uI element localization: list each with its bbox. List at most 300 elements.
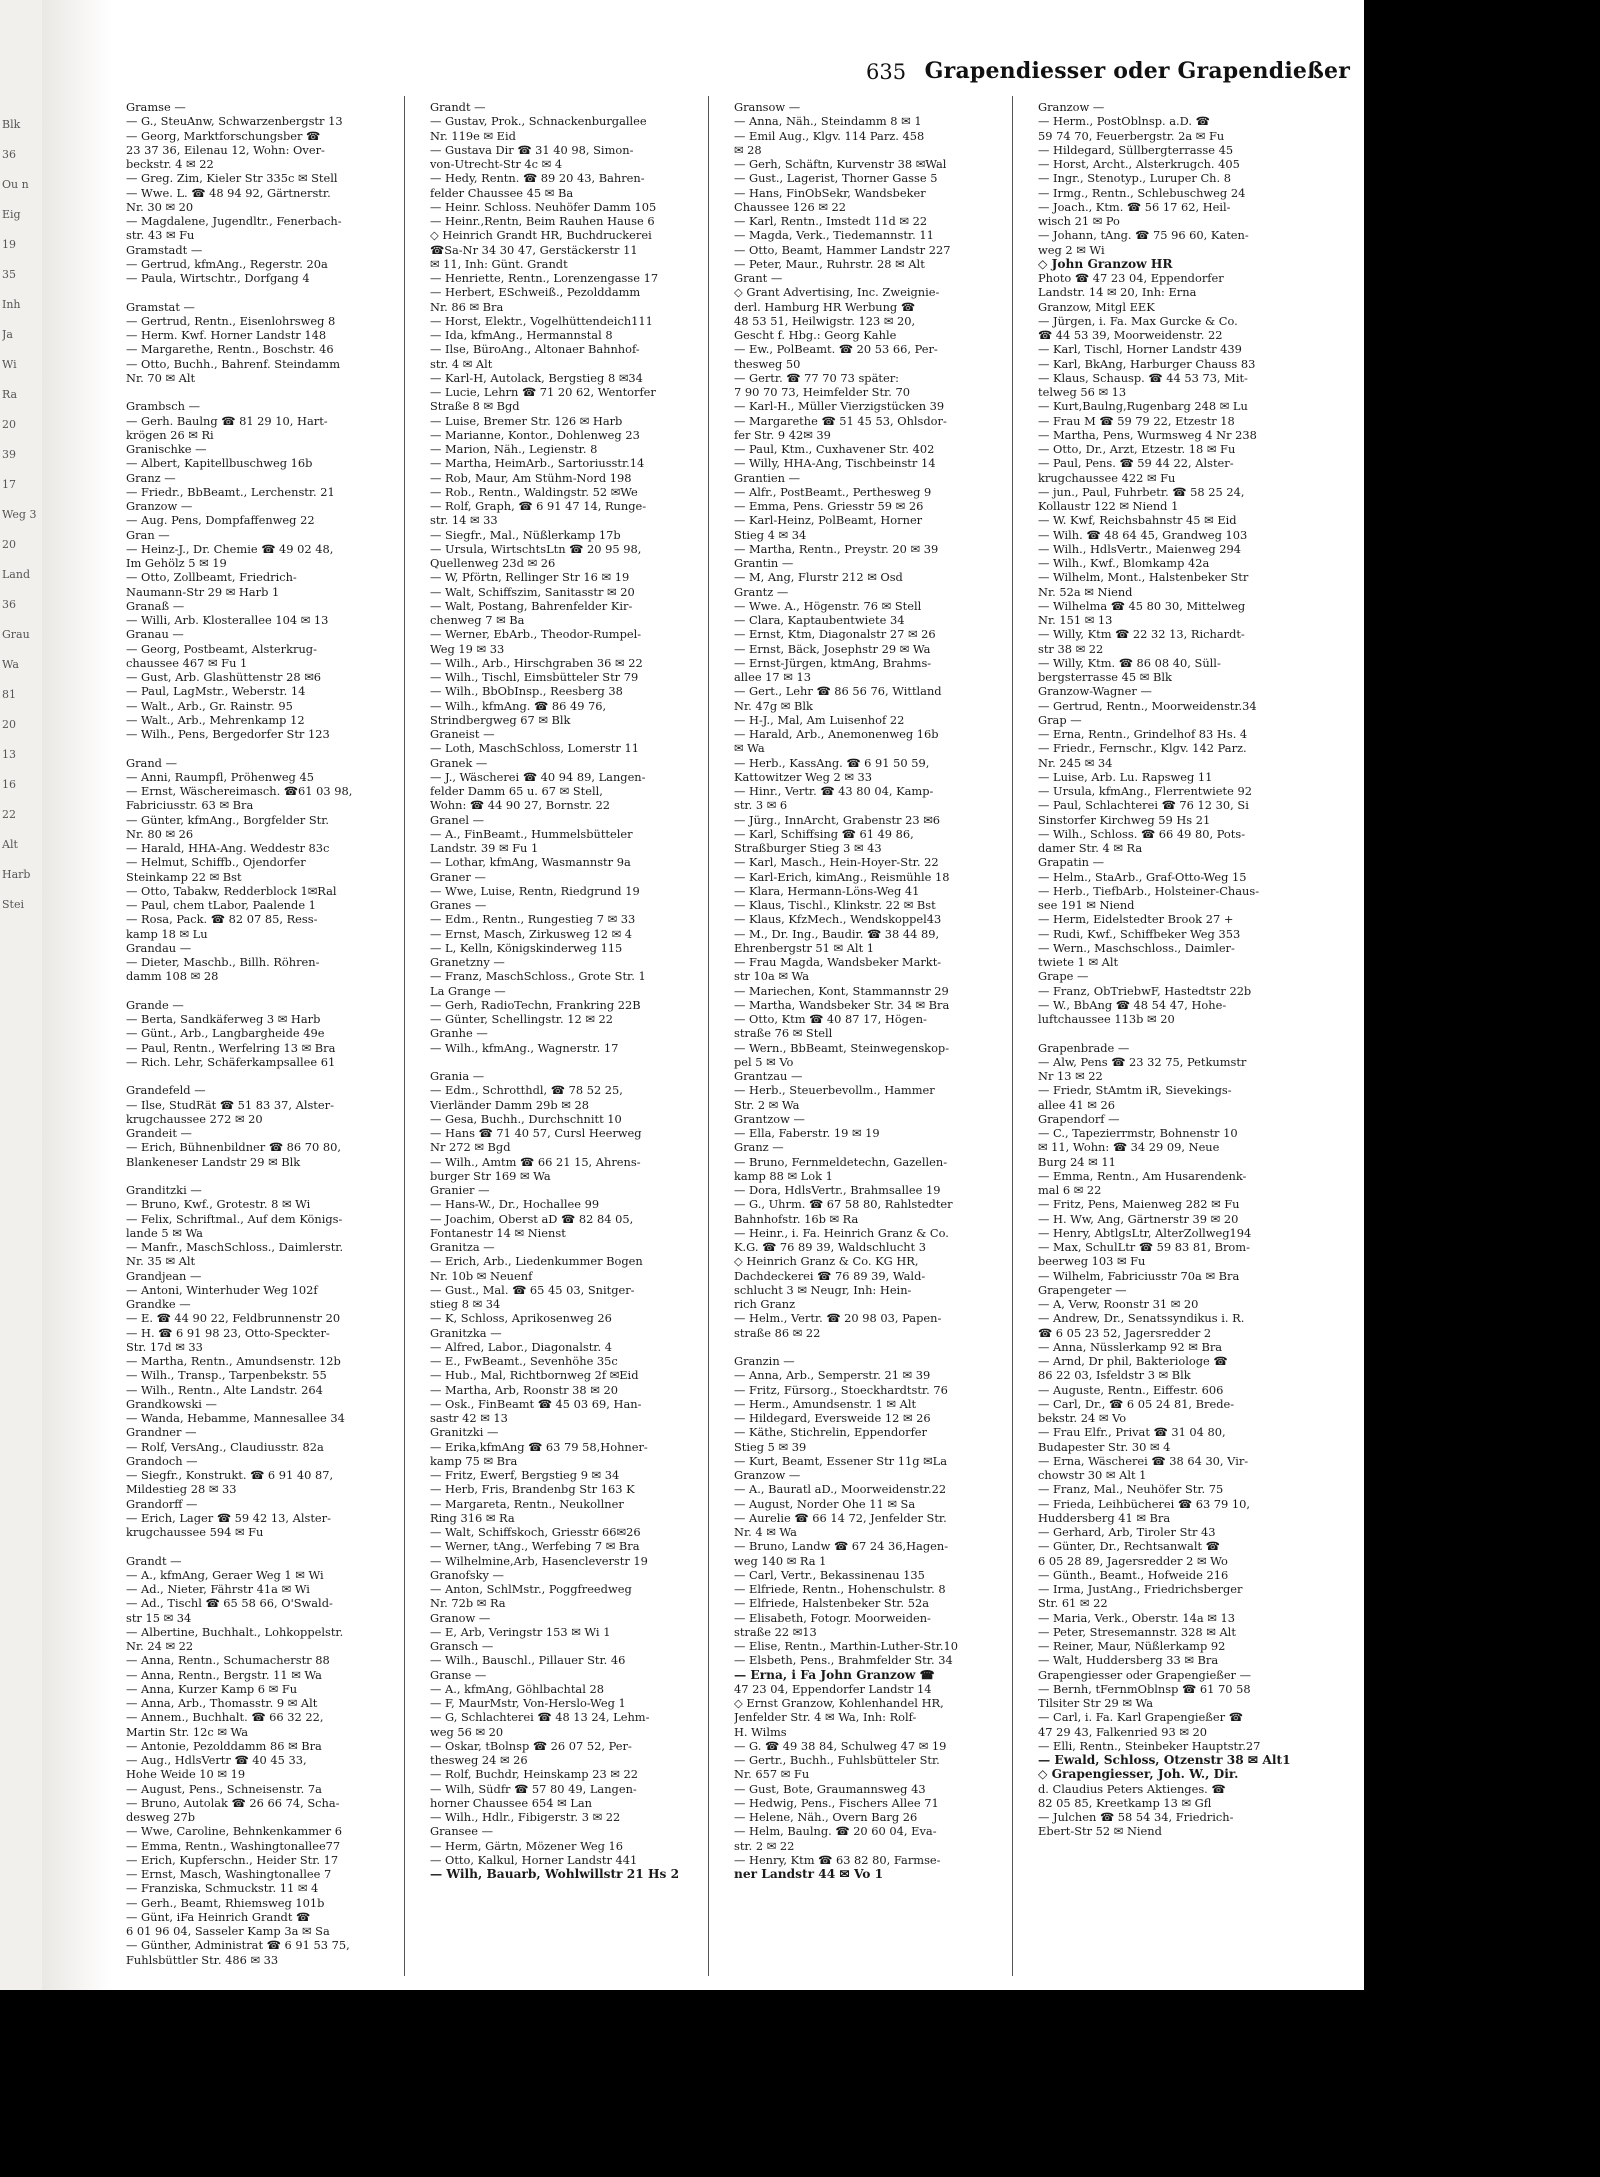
- directory-entry: — Frieda, Leihbücherei ☎ 63 79 10,: [1038, 1496, 1251, 1511]
- directory-entry: — Ernst-Jürgen, ktmAng, Brahms-: [734, 655, 932, 670]
- directory-entry: Grapengeter —: [1038, 1282, 1127, 1297]
- directory-entry: Nr. 245 ✉ 34: [1038, 755, 1113, 770]
- directory-entry: ✉ 28: [734, 142, 762, 157]
- directory-entry: desweg 27b: [126, 1810, 196, 1824]
- column-rule: [404, 96, 405, 1976]
- directory-entry: — Gertrud, kfmAng., Regerstr. 20a: [126, 256, 328, 271]
- directory-entry: — K, Schloss, Aprikosenweg 26: [430, 1311, 612, 1326]
- directory-entry: — Siegfr., Mal., Nüßlerkamp 17b: [430, 527, 621, 542]
- facing-page-fragment: Stei: [2, 898, 24, 911]
- directory-entry: Nr. 4 ✉ Wa: [734, 1525, 797, 1539]
- directory-entry: krögen 26 ✉ Ri: [126, 427, 214, 442]
- facing-page-fragment: 13: [2, 748, 16, 761]
- directory-entry: — Fritz, Pens, Maienweg 282 ✉ Fu: [1038, 1197, 1240, 1212]
- directory-entry: sastr 42 ✉ 13: [430, 1411, 508, 1425]
- directory-entry: Grania —: [430, 1069, 485, 1083]
- directory-entry: Kattowitzer Weg 2 ✉ 33: [734, 769, 873, 784]
- directory-entry: krugchaussee 272 ✉ 20: [126, 1111, 263, 1126]
- directory-entry: allee 41 ✉ 26: [1038, 1097, 1115, 1112]
- scan-border-bottom: [0, 1990, 1600, 2177]
- directory-entry: — Hans ☎ 71 40 57, Cursl Heerweg: [430, 1126, 642, 1140]
- directory-entry: — Magda, Verk., Tiedemannstr. 11: [734, 228, 934, 243]
- directory-entry: beckstr. 4 ✉ 22: [126, 157, 214, 171]
- directory-entry: Granek —: [430, 755, 488, 770]
- facing-page-fragment: Blk: [2, 118, 21, 131]
- directory-entry: — August, Pens., Schneisenstr. 7a: [126, 1781, 322, 1796]
- directory-entry: — Rich. Lehr, Schäferkampsallee 61: [126, 1054, 336, 1069]
- directory-entry: Nr. 80 ✉ 26: [126, 826, 194, 841]
- directory-entry: fer Str. 9 42✉ 39: [734, 427, 831, 442]
- column-rule: [1012, 96, 1013, 1976]
- directory-entry: [126, 984, 398, 998]
- directory-entry: — Paul, Schlachterei ☎ 76 12 30, Si: [1038, 798, 1249, 813]
- directory-entry: twiete 1 ✉ Alt: [1038, 955, 1119, 969]
- directory-entry: — Horst, Elektr., Vogelhüttendeich111: [430, 313, 653, 328]
- directory-entry: — A, Verw, Roonstr 31 ✉ 20: [1038, 1297, 1199, 1311]
- directory-entry: — Ewald, Schloss, Otzenstr 38 ✉ Alt1: [1038, 1753, 1291, 1767]
- facing-page-fragments: [2, 110, 40, 920]
- directory-entry: Grandau —: [126, 940, 192, 955]
- directory-entry: — Gerh. Baulng ☎ 81 29 10, Hart-: [126, 413, 328, 428]
- directory-entry: — Harald, HHA-Ang. Weddestr 83c: [126, 841, 330, 855]
- directory-entry: burger Str 169 ✉ Wa: [430, 1168, 551, 1183]
- directory-entry: Grapatin —: [1038, 855, 1104, 870]
- directory-entry: — Anna, Nüsslerkamp 92 ✉ Bra: [1038, 1339, 1223, 1354]
- directory-entry: — Maria, Verk., Oberstr. 14a ✉ 13: [1038, 1610, 1235, 1625]
- directory-entry: Granetzny —: [430, 955, 505, 969]
- directory-entry: Granzin —: [734, 1354, 795, 1368]
- directory-entry: Grapendorf —: [1038, 1111, 1120, 1126]
- directory-entry: mal 6 ✉ 22: [1038, 1183, 1102, 1197]
- directory-entry: — Anna, Arb., Semperstr. 21 ✉ 39: [734, 1368, 931, 1383]
- facing-page-fragment: Alt: [2, 838, 18, 851]
- directory-entry: — Heinr., i. Fa. Heinrich Granz & Co.: [734, 1225, 949, 1240]
- directory-entry: Nr. 86 ✉ Bra: [430, 299, 504, 314]
- column-1: [126, 100, 398, 1967]
- directory-entry: — Günt., Arb., Langbargheide 49e: [126, 1026, 325, 1041]
- directory-entry: — L, Kelln, Königskinderweg 115: [430, 940, 623, 955]
- directory-entry: — Günther, Administrat ☎ 6 91 53 75,: [126, 1938, 350, 1953]
- directory-entry: Graner —: [430, 869, 486, 884]
- directory-entry: — Wilh., Rentn., Alte Landstr. 264: [126, 1382, 323, 1397]
- directory-entry: — Gerh., Beamt, Rhiemsweg 101b: [126, 1895, 325, 1910]
- directory-entry: — Anna, Rentn., Bergstr. 11 ✉ Wa: [126, 1667, 322, 1682]
- directory-entry: 47 29 43, Falkenried 93 ✉ 20: [1038, 1724, 1208, 1739]
- directory-entry: ☎Sa-Nr 34 30 47, Gerstäckerstr 11: [430, 242, 638, 257]
- facing-page-fragment: 35: [2, 268, 16, 281]
- facing-page-fragment: 36: [2, 148, 16, 161]
- directory-entry: — Paul, Ktm., Cuxhavener Str. 402: [734, 442, 935, 456]
- directory-entry: krugchaussee 422 ✉ Fu: [1038, 470, 1176, 485]
- directory-entry: — Elsbeth, Pens., Brahmfelder Str. 34: [734, 1653, 953, 1668]
- directory-entry: — Peter, Stresemannstr. 328 ✉ Alt: [1038, 1624, 1236, 1639]
- directory-entry: — Karl, Rentn., Imstedt 11d ✉ 22: [734, 214, 928, 228]
- directory-entry: krugchaussee 594 ✉ Fu: [126, 1525, 264, 1539]
- directory-entry: — Franziska, Schmuckstr. 11 ✉ 4: [126, 1881, 319, 1896]
- directory-entry: — Anna, Rentn., Schumacherstr 88: [126, 1653, 330, 1668]
- directory-entry: — Magdalene, Jugendltr., Fenerbach-: [126, 214, 342, 228]
- directory-entry: Grandt —: [126, 1553, 182, 1568]
- directory-entry: — Paul, LagMstr., Weberstr. 14: [126, 684, 306, 699]
- directory-entry: — F, MaurMstr, Von-Herslo-Weg 1: [430, 1696, 626, 1710]
- directory-entry: bergsterrasse 45 ✉ Blk: [1038, 670, 1172, 684]
- directory-entry: — Dieter, Maschb., Billh. Röhren-: [126, 955, 320, 969]
- directory-entry: — Wilh., Hdlr., Fibigerstr. 3 ✉ 22: [430, 1810, 621, 1824]
- directory-entry: 6 05 28 89, Jagersredder 2 ✉ Wo: [1038, 1553, 1228, 1568]
- directory-entry: 59 74 70, Feuerbergstr. 2a ✉ Fu: [1038, 128, 1225, 143]
- directory-entry: Grand —: [126, 755, 177, 770]
- directory-entry: — Oskar, tBolnsp ☎ 26 07 52, Per-: [430, 1738, 632, 1753]
- directory-entry: — Mariechen, Kont, Stammannstr 29: [734, 983, 949, 998]
- directory-entry: Granditzki —: [126, 1183, 202, 1197]
- directory-entry: — Anna, Kurzer Kamp 6 ✉ Fu: [126, 1681, 298, 1696]
- directory-entry: — Rob., Rentn., Waldingstr. 52 ✉We: [430, 484, 638, 499]
- directory-entry: — Herm., Amundsenstr. 1 ✉ Alt: [734, 1396, 917, 1411]
- directory-entry: ner Landstr 44 ✉ Vo 1: [734, 1867, 884, 1881]
- directory-entry: ◇ Grant Advertising, Inc. Zweignie-: [734, 285, 940, 300]
- directory-entry: Granzow, Mitgl EEK: [1038, 299, 1155, 314]
- directory-entry: — Georg, Postbeamt, Alsterkrug-: [126, 641, 317, 656]
- directory-entry: — Otto, Beamt, Hammer Landstr 227: [734, 242, 951, 257]
- directory-entry: 47 23 04, Eppendorfer Landstr 14: [734, 1681, 932, 1696]
- directory-entry: Granofsky —: [430, 1567, 504, 1582]
- directory-entry: Fontanestr 14 ✉ Nienst: [430, 1225, 566, 1240]
- directory-entry: beerweg 103 ✉ Fu: [1038, 1254, 1146, 1269]
- directory-entry: — Günter, Schellingstr. 12 ✉ 22: [430, 1012, 613, 1026]
- directory-entry: K.G. ☎ 76 89 39, Waldschlucht 3: [734, 1240, 926, 1254]
- directory-entry: ☎ 44 53 39, Moorweidenstr. 22: [1038, 328, 1223, 342]
- directory-entry: — Elfriede, Halstenbeker Str. 52a: [734, 1596, 929, 1611]
- directory-entry: — jun., Paul, Fuhrbetr. ☎ 58 25 24,: [1038, 484, 1245, 499]
- directory-entry: — Herm., PostOblnsp. a.D. ☎: [1038, 114, 1210, 129]
- directory-entry: — Klaus, KfzMech., Wendskoppel43: [734, 912, 942, 927]
- directory-entry: Grantzau —: [734, 1069, 803, 1083]
- directory-entry: — Irmg., Rentn., Schlebuschweg 24: [1038, 185, 1246, 200]
- directory-entry: — Annem., Buchhalt. ☎ 66 32 22,: [126, 1710, 324, 1725]
- directory-entry: — Berta, Sandkäferweg 3 ✉ Harb: [126, 1012, 321, 1026]
- directory-entry: — Karl, Schiffsing ☎ 61 49 86,: [734, 826, 914, 841]
- directory-entry: — Wilh., Transp., Tarpenbekstr. 55: [126, 1368, 327, 1383]
- directory-entry: — Wilhelmine,Arb, Hasencleverstr 19: [430, 1553, 648, 1568]
- directory-entry: — Klaus, Schausp. ☎ 44 53 73, Mit-: [1038, 370, 1248, 385]
- directory-entry: — Günt, iFa Heinrich Grandt ☎: [126, 1909, 311, 1924]
- directory-entry: — Walt, Postang, Bahrenfelder Kir-: [430, 598, 633, 613]
- directory-entry: — Gust., Lagerist, Thorner Gasse 5: [734, 171, 938, 186]
- directory-entry: thesweg 50: [734, 356, 801, 371]
- directory-entry: — Herm, Gärtn, Mözener Weg 16: [430, 1838, 623, 1853]
- directory-entry: — Wilh., HdlsVertr., Maienweg 294: [1038, 541, 1242, 556]
- directory-entry: Str. 2 ✉ Wa: [734, 1097, 800, 1112]
- directory-entry: — Helm., StaArb., Graf-Otto-Weg 15: [1038, 869, 1247, 884]
- directory-entry: — Otto, Zollbeamt, Friedrich-: [126, 570, 297, 585]
- directory-entry: str. 14 ✉ 33: [430, 513, 498, 528]
- directory-entry: [126, 1539, 398, 1553]
- directory-entry: — A., kfmAng, Göhlbachtal 28: [430, 1681, 604, 1696]
- directory-entry: Grandorff —: [126, 1496, 198, 1511]
- directory-entry: — Helene, Näh., Overn Barg 26: [734, 1810, 918, 1824]
- directory-entry: — Bruno, Fernmeldetechn, Gazellen-: [734, 1154, 948, 1169]
- directory-entry: — Carl, i. Fa. Karl Grapengießer ☎: [1038, 1710, 1243, 1725]
- facing-page-fragment: 19: [2, 238, 16, 251]
- directory-entry: — Carl, Vertr., Bekassinenau 135: [734, 1567, 925, 1582]
- directory-entry: — Gertrud, Rentn., Eisenlohrsweg 8: [126, 313, 336, 328]
- directory-entry: Grandt —: [430, 100, 486, 114]
- directory-entry: — Heinz-J., Dr. Chemie ☎ 49 02 48,: [126, 541, 334, 556]
- directory-entry: Steinkamp 22 ✉ Bst: [126, 869, 242, 884]
- directory-entry: — Karl-H., Müller Vierzigstücken 39: [734, 399, 945, 414]
- directory-entry: ◇ Heinrich Granz & Co. KG HR,: [734, 1254, 919, 1269]
- directory-entry: — Harald, Arb., Anemonenweg 16b: [734, 727, 939, 741]
- directory-entry: lande 5 ✉ Wa: [126, 1225, 203, 1240]
- directory-entry: telweg 56 ✉ 13: [1038, 385, 1127, 399]
- directory-entry: Granzow-Wagner —: [1038, 684, 1152, 699]
- directory-entry: — Wilh., kfmAng., Wagnerstr. 17: [430, 1040, 619, 1055]
- directory-entry: Hohe Weide 10 ✉ 19: [126, 1767, 246, 1782]
- directory-entry: — Elise, Rentn., Marthin-Luther-Str.10: [734, 1639, 959, 1653]
- directory-entry: — Wern., BbBeamt, Steinwegenskop-: [734, 1040, 950, 1055]
- directory-entry: — Jürgen, i. Fa. Max Gurcke & Co.: [1038, 313, 1238, 328]
- directory-entry: — Wilhelma ☎ 45 80 30, Mittelweg: [1038, 598, 1246, 613]
- directory-entry: straße 86 ✉ 22: [734, 1325, 821, 1340]
- directory-entry: — Elli, Rentn., Steinbeker Hauptstr.27: [1038, 1738, 1261, 1753]
- directory-entry: Burg 24 ✉ 11: [1038, 1154, 1116, 1169]
- directory-entry: Granow —: [430, 1610, 491, 1625]
- directory-entry: — Dora, HdlsVertr., Brahmsallee 19: [734, 1183, 941, 1197]
- directory-entry: Tilsiter Str 29 ✉ Wa: [1038, 1696, 1153, 1710]
- running-head: Grapendiesser oder Grapendießer: [924, 58, 1350, 84]
- directory-entry: [126, 1069, 398, 1083]
- column-4: [1038, 100, 1310, 1839]
- directory-entry: — Ingr., Stenotyp., Luruper Ch. 8: [1038, 171, 1231, 186]
- directory-entry: Granz —: [734, 1140, 784, 1155]
- directory-entry: — Peter, Maur., Ruhrstr. 28 ✉ Alt: [734, 256, 925, 271]
- directory-entry: Straßburger Stieg 3 ✉ 43: [734, 841, 882, 855]
- directory-entry: — Kurt,Baulng,Rugenbarg 248 ✉ Lu: [1038, 399, 1248, 414]
- directory-entry: wisch 21 ✉ Po: [1038, 214, 1120, 228]
- directory-entry: — Rolf, Graph, ☎ 6 91 47 14, Runge-: [430, 499, 647, 513]
- directory-entry: — Emil Aug., Klgv. 114 Parz. 458: [734, 128, 925, 143]
- facing-page-fragment: Ra: [2, 388, 18, 401]
- directory-entry: — Gerhard, Arb, Tiroler Str 43: [1038, 1525, 1216, 1539]
- directory-entry: chowstr 30 ✉ Alt 1: [1038, 1468, 1147, 1482]
- directory-entry: — Willy, HHA-Ang, Tischbeinstr 14: [734, 456, 936, 471]
- directory-entry: Nr. 24 ✉ 22: [126, 1639, 194, 1653]
- directory-entry: Weg 19 ✉ 33: [430, 641, 505, 656]
- directory-entry: Nr. 151 ✉ 13: [1038, 613, 1113, 627]
- directory-entry: — Käthe, Stichrelin, Eppendorfer: [734, 1425, 927, 1440]
- directory-entry: — Günter, Dr., Rechtsanwalt ☎: [1038, 1539, 1220, 1554]
- directory-entry: Ebert-Str 52 ✉ Niend: [1038, 1824, 1162, 1839]
- directory-entry: [126, 385, 398, 399]
- directory-entry: — Gerh, RadioTechn, Frankring 22B: [430, 997, 641, 1012]
- directory-entry: — Martha, Rentn., Preystr. 20 ✉ 39: [734, 541, 939, 556]
- directory-entry: Granel —: [430, 812, 485, 827]
- facing-page-fragment: 20: [2, 718, 16, 731]
- directory-entry: — Hub., Mal, Richtbornweg 2f ✉Eid: [430, 1368, 639, 1383]
- directory-entry: — Karl, Masch., Hein-Hoyer-Str. 22: [734, 855, 939, 870]
- directory-entry: — Helmut, Schiffb., Ojendorfer: [126, 855, 306, 870]
- directory-entry: — Wilh., BbObInsp., Reesberg 38: [430, 684, 623, 699]
- directory-entry: — Hedwig, Pens., Fischers Allee 71: [734, 1795, 939, 1810]
- directory-entry: — Erich, Arb., Liedenkummer Bogen: [430, 1254, 643, 1269]
- directory-entry: von-Utrecht-Str 4c ✉ 4: [430, 157, 563, 171]
- directory-entry: — Günter, kfmAng., Borgfelder Str.: [126, 812, 330, 827]
- directory-entry: rich Granz: [734, 1297, 796, 1311]
- directory-entry: Nr 272 ✉ Bgd: [430, 1140, 511, 1155]
- directory-entry: — Manfr., MaschSchloss., Daimlerstr.: [126, 1240, 344, 1254]
- directory-entry: — W. Kwf, Reichsbahnstr 45 ✉ Eid: [1038, 513, 1237, 528]
- directory-entry: — Wilh., Kwf., Blomkamp 42a: [1038, 556, 1210, 570]
- directory-entry: Granz —: [126, 470, 176, 485]
- directory-entry: Granes —: [430, 898, 487, 912]
- directory-entry: — Alfr., PostBeamt., Perthesweg 9: [734, 484, 932, 499]
- directory-entry: — Fritz, Ewerf, Bergstieg 9 ✉ 34: [430, 1468, 620, 1482]
- directory-entry: — Karl, Tischl, Horner Landstr 439: [1038, 342, 1242, 357]
- directory-entry: — Karl, BkAng, Harburger Chauss 83: [1038, 356, 1256, 371]
- directory-entry: — Ernst, Bäck, Josephstr 29 ✉ Wa: [734, 641, 931, 656]
- directory-entry: Grambsch —: [126, 399, 201, 414]
- directory-entry: — Bernh, tFernmOblnsp ☎ 61 70 58: [1038, 1681, 1251, 1696]
- facing-page-fragment: Harb: [2, 868, 31, 881]
- directory-entry: ✉ 11, Inh: Günt. Grandt: [430, 256, 568, 271]
- binding-shadow: [42, 0, 112, 1990]
- directory-entry: — Hedy, Rentn. ☎ 89 20 43, Bahren-: [430, 171, 645, 186]
- directory-entry: — Anton, SchlMstr., Poggfreedweg: [430, 1582, 632, 1596]
- directory-entry: — Gert., Lehr ☎ 86 56 76, Wittland: [734, 684, 942, 699]
- directory-entry: allee 17 ✉ 13: [734, 670, 811, 684]
- directory-entry: Nr. 47g ✉ Blk: [734, 698, 813, 713]
- directory-entry: Grape —: [1038, 969, 1089, 984]
- directory-entry: see 191 ✉ Niend: [1038, 898, 1135, 912]
- directory-entry: — Wilh, Südfr ☎ 57 80 49, Langen-: [430, 1781, 637, 1796]
- directory-entry: — Albertine, Buchhalt., Lohkoppelstr.: [126, 1624, 344, 1639]
- directory-entry: Im Gehölz 5 ✉ 19: [126, 556, 227, 570]
- directory-entry: — E., FwBeamt., Sevenhöhe 35c: [430, 1354, 618, 1368]
- facing-page-fragment: 81: [2, 688, 16, 701]
- directory-entry: — Antoni, Winterhuder Weg 102f: [126, 1282, 318, 1297]
- directory-entry: Grapenbrade —: [1038, 1040, 1130, 1055]
- directory-entry: Grandkowski —: [126, 1396, 217, 1411]
- directory-entry: — Wanda, Hebamme, Mannesallee 34: [126, 1411, 345, 1425]
- directory-entry: — Johann, tAng. ☎ 75 96 60, Katen-: [1038, 228, 1249, 243]
- directory-entry: 23 37 36, Eilenau 12, Wohn: Over-: [126, 142, 325, 157]
- directory-entry: Sinstorfer Kirchweg 59 Hs 21: [1038, 812, 1211, 827]
- directory-entry: — Bruno, Autolak ☎ 26 66 74, Scha-: [126, 1795, 340, 1810]
- directory-entry: Vierländer Damm 29b ✉ 28: [430, 1097, 589, 1112]
- directory-entry: — Albert, Kapitellbuschweg 16b: [126, 456, 313, 471]
- directory-entry: — M, Ang, Flurstr 212 ✉ Osd: [734, 570, 903, 585]
- directory-entry: — Osk., FinBeamt ☎ 45 03 69, Han-: [430, 1396, 642, 1411]
- directory-entry: chenweg 7 ✉ Ba: [430, 613, 525, 627]
- directory-entry: Grandefeld —: [126, 1083, 206, 1098]
- directory-entry: — Walt., Arb., Gr. Rainstr. 95: [126, 698, 293, 713]
- directory-entry: — Max, SchulLtr ☎ 59 83 81, Brom-: [1038, 1240, 1250, 1254]
- directory-entry: — Aug., HdlsVertr ☎ 40 45 33,: [126, 1753, 307, 1767]
- facing-page-fragment: Wi: [2, 358, 17, 371]
- directory-entry: — Anni, Raumpfl, Pröhenweg 45: [126, 769, 314, 784]
- directory-entry: — Hildegard, Süllbergterrasse 45: [1038, 142, 1234, 157]
- directory-entry: — Rudi, Kwf., Schiffbeker Weg 353: [1038, 926, 1241, 941]
- facing-page-fragment: 20: [2, 538, 16, 551]
- directory-entry: — Ursula, WirtschtsLtn ☎ 20 95 98,: [430, 541, 642, 556]
- directory-entry: — Walt, Schiffskoch, Griesstr 66✉26: [430, 1525, 641, 1539]
- directory-entry: — Lucie, Lehrn ☎ 71 20 62, Wentorfer: [430, 385, 656, 399]
- directory-entry: Martin Str. 12c ✉ Wa: [126, 1724, 249, 1739]
- directory-entry: — Ursula, kfmAng., Flerrentwiete 92: [1038, 784, 1252, 798]
- directory-entry: derl. Hamburg HR Werbung ☎: [734, 299, 916, 314]
- directory-entry: — Irma, JustAng., Friedrichsberger: [1038, 1582, 1243, 1596]
- directory-entry: — Karl-Erich, kimAng., Reismühle 18: [734, 869, 950, 884]
- directory-entry: weg 140 ✉ Ra 1: [734, 1553, 827, 1568]
- directory-entry: — Bruno, Landw ☎ 67 24 36,Hagen-: [734, 1539, 949, 1554]
- directory-entry: — Ernst, Masch, Washingtonallee 7: [126, 1867, 332, 1881]
- directory-entry: — Martha, Arb, Roonstr 38 ✉ 20: [430, 1382, 618, 1397]
- directory-entry: — W., BbAng ☎ 48 54 47, Hohe-: [1038, 997, 1227, 1012]
- directory-entry: — Gust., Mal. ☎ 65 45 03, Snitger-: [430, 1282, 635, 1297]
- directory-entry: — Martha, Rentn., Amundsenstr. 12b: [126, 1354, 341, 1368]
- directory-entry: — Klaus, Tischl., Klinkstr. 22 ✉ Bst: [734, 898, 936, 912]
- directory-entry: 82 05 85, Kreetkamp 13 ✉ Gfl: [1038, 1795, 1212, 1810]
- directory-entry: Straße 8 ✉ Bgd: [430, 399, 520, 414]
- directory-entry: — C., Tapezierrmstr, Bohnenstr 10: [1038, 1126, 1238, 1140]
- directory-entry: — Henry, Ktm ☎ 63 82 80, Farmse-: [734, 1852, 941, 1867]
- directory-entry: — Werner, EbArb., Theodor-Rumpel-: [430, 627, 642, 642]
- directory-entry: 6 01 96 04, Sasseler Kamp 3a ✉ Sa: [126, 1924, 330, 1938]
- directory-entry: — Heinr. Schloss. Neuhöfer Damm 105: [430, 199, 657, 214]
- directory-entry: — Willi, Arb. Klosterallee 104 ✉ 13: [126, 613, 329, 627]
- directory-entry: Quellenweg 23d ✉ 26: [430, 556, 556, 570]
- directory-entry: Str. 61 ✉ 22: [1038, 1596, 1108, 1611]
- directory-entry: [126, 285, 398, 299]
- directory-entry: — Friedr., BbBeamt., Lerchenstr. 21: [126, 484, 335, 499]
- facing-page-fragment: 36: [2, 598, 16, 611]
- directory-entry: — Luise, Arb. Lu. Rapsweg 11: [1038, 769, 1213, 784]
- directory-entry: — Andrew, Dr., Senatssyndikus i. R.: [1038, 1311, 1245, 1326]
- directory-entry: Granau —: [126, 627, 184, 642]
- directory-entry: — G, Schlachterei ☎ 48 13 24, Lehm-: [430, 1710, 650, 1725]
- directory-entry: — Alw, Pens ☎ 23 32 75, Petkumstr: [1038, 1054, 1247, 1069]
- directory-entry: thesweg 24 ✉ 26: [430, 1753, 528, 1767]
- directory-entry: — Luise, Bremer Str. 126 ✉ Harb: [430, 413, 623, 428]
- directory-entry: — Antonie, Pezolddamm 86 ✉ Bra: [126, 1738, 322, 1753]
- directory-entry: Grantien —: [734, 470, 800, 485]
- directory-entry: Mildestieg 28 ✉ 33: [126, 1482, 237, 1497]
- directory-entry: damer Str. 4 ✉ Ra: [1038, 841, 1143, 855]
- directory-entry: stieg 8 ✉ 34: [430, 1297, 501, 1311]
- directory-entry: bekstr. 24 ✉ Vo: [1038, 1411, 1127, 1425]
- directory-entry: — Otto, Kalkul, Horner Landstr 441: [430, 1852, 638, 1867]
- directory-entry: str. 3 ✉ 6: [734, 798, 788, 813]
- directory-entry: str 38 ✉ 22: [1038, 641, 1104, 656]
- directory-entry: str. 43 ✉ Fu: [126, 228, 195, 243]
- directory-entry: — Wilh. ☎ 48 64 45, Grandweg 103: [1038, 527, 1248, 542]
- facing-page-fragment: Inh: [2, 298, 21, 311]
- directory-entry: — Rolf, VersAng., Claudiusstr. 82a: [126, 1439, 324, 1454]
- directory-entry: — Henriette, Rentn., Lorenzengasse 17: [430, 271, 659, 285]
- directory-entry: — Martha, HeimArb., Sartoriusstr.14: [430, 456, 645, 471]
- directory-entry: — Siegfr., Konstrukt. ☎ 6 91 40 87,: [126, 1468, 334, 1482]
- directory-entry: [126, 741, 398, 755]
- directory-entry: — Wilh., Tischl, Eimsbütteler Str 79: [430, 670, 639, 684]
- directory-entry: — Wilh, Bauarb, Wohlwillstr 21 Hs 2: [430, 1867, 680, 1881]
- directory-entry: Gransow —: [734, 100, 801, 114]
- directory-entry: — Aug. Pens, Dompfaffenweg 22: [126, 513, 315, 528]
- facing-page-fragment: Weg 3: [2, 508, 37, 521]
- directory-entry: — Joachim, Oberst aD ☎ 82 84 05,: [430, 1211, 634, 1226]
- directory-entry: — Gustav, Prok., Schnackenburgallee: [430, 114, 647, 129]
- directory-entry: — Otto, Buchh., Bahrenf. Steindamm: [126, 356, 341, 371]
- directory-entry: — Felix, Schriftmal., Auf dem Königs-: [126, 1211, 343, 1226]
